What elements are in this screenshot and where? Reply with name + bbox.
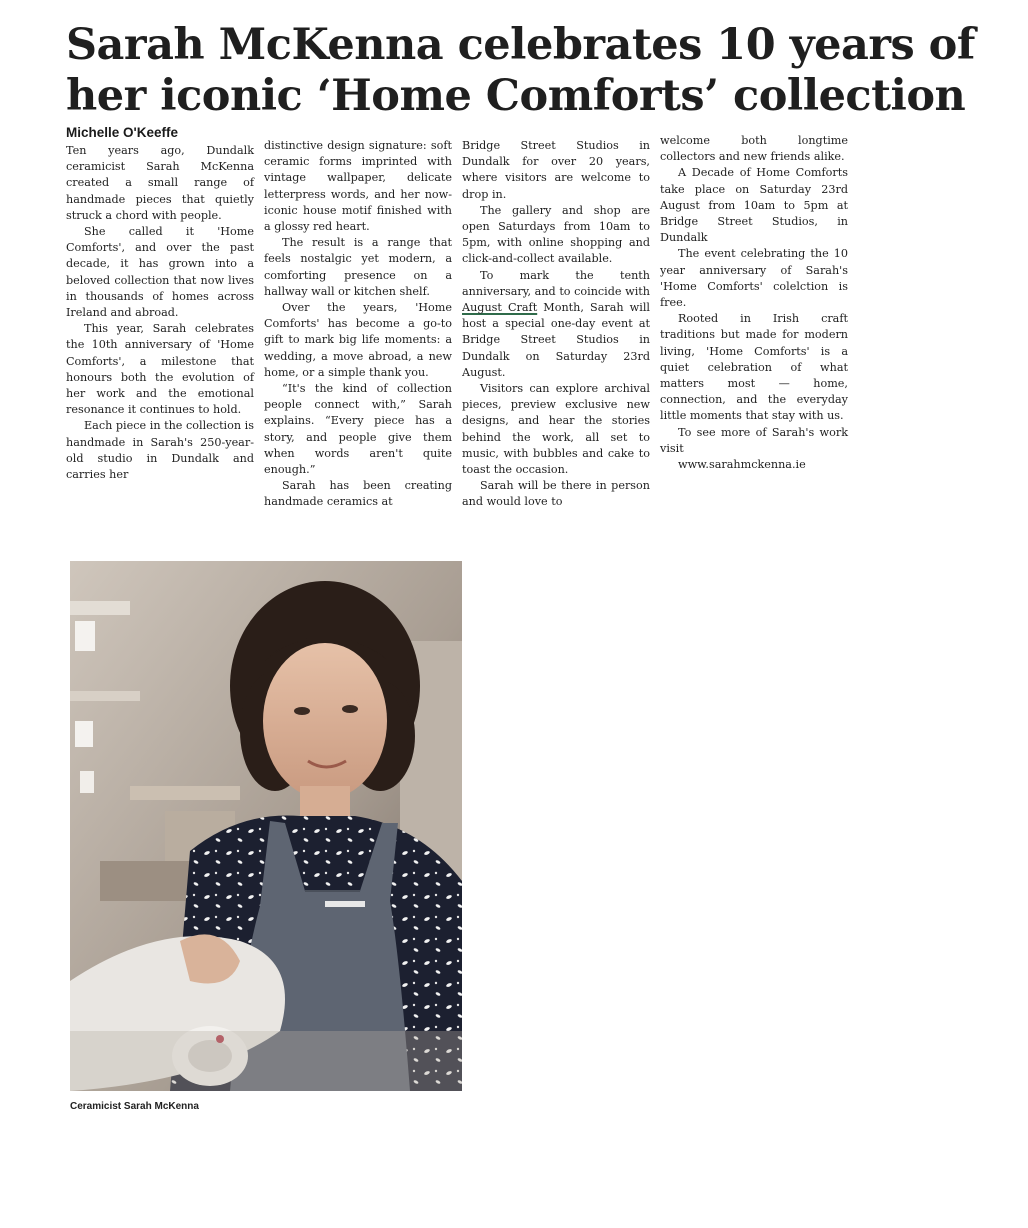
website-link[interactable]: www.sarahmckenna.ie: [678, 458, 806, 472]
paragraph: welcome both longtime collectors and new friends alike.: [660, 134, 848, 164]
headline: [66, 20, 986, 122]
paragraph: Sarah has been creating handmade ceramics at: [264, 479, 452, 509]
paragraph-text: To mark the tenth anniversary, and to coincide with: [462, 268, 650, 298]
paragraph: She called it 'Home Comforts', and over the past decade, it has grown into a beloved collection that now lives in thousands of homes across Ireland and abroad.: [66, 225, 254, 320]
paragraph: Sarah will be there in person and would love to: [462, 479, 650, 509]
paragraph: To see more of Sarah's work visit: [660, 425, 848, 455]
paragraph: Ten years ago, Dundalk ceramicist Sarah McKenna created a small range of handmade pieces that quietly struck a chord with people.: [66, 144, 254, 222]
paragraph: The event celebrating the 10 year anniversary of Sarah's 'Home Comforts' colelction is free.: [660, 247, 848, 310]
byline: Michelle O'Keeffe: [66, 125, 178, 140]
paragraph: Over the years, 'Home Comforts' has become a go-to gift to mark big life moments: a wedding, a move abroad, a new home, or a simple thank you.: [264, 301, 452, 379]
paragraph: A Decade of Home Comforts take place on Saturday 23rd August from 10am to 5pm at Bridge Street Studios, in Dundalk: [660, 166, 848, 245]
paragraph: The gallery and shop are open Saturdays from 10am to 5pm, with online shopping and click-and-collect available.: [462, 203, 650, 266]
august-craft-link[interactable]: August Craft: [462, 301, 538, 315]
article-column-4: [660, 133, 848, 473]
photo-caption: Ceramicist Sarah McKenna: [70, 1101, 199, 1112]
article-column-1: [66, 143, 254, 483]
paragraph: Each piece in the collection is handmade in Sarah's 250-year-old studio in Dundalk and carries her: [66, 419, 254, 482]
ceramicist-photo: [70, 561, 462, 1091]
paragraph: Visitors can explore archival pieces, preview exclusive new designs, and hear the stories behind the work, all set to music, with bubbles and cake to toast the occasion.: [462, 382, 650, 477]
paragraph: distinctive design signature: soft ceramic forms imprinted with vintage wallpaper, delicate letterpress words, and her now-iconic house motif finished with a glossy red heart.: [264, 139, 452, 234]
headline-line-2: her iconic ‘Home Comforts’ collection: [66, 71, 966, 121]
paragraph: “It's the kind of collection people connect with,” Sarah explains. “Every piece has a story, and people give them when words aren't quite enough.”: [264, 382, 452, 477]
photo-illustration: [70, 561, 462, 1091]
paragraph: [462, 268, 650, 381]
paragraph: The result is a range that feels nostalgic yet modern, a comforting presence on a hallway wall or kitchen shelf.: [264, 236, 452, 298]
headline-line-1: Sarah McKenna celebrates 10 years of: [66, 20, 975, 70]
article-column-2: [264, 138, 452, 542]
paragraph: Bridge Street Studios in Dundalk for over 20 years, where visitors are welcome to drop in.: [462, 139, 650, 201]
paragraph-text: Month, Sarah will host a special one-day event at Bridge Street Studios in Dundalk on Saturday 23rd August.: [462, 301, 650, 379]
paragraph: Rooted in Irish craft traditions but made for modern living, 'Home Comforts' is a quiet celebration of what matters most — home, connection, and the everyday little moments that stay with us.: [660, 312, 848, 423]
paragraph: This year, Sarah celebrates the 10th anniversary of 'Home Comforts', a milestone that honours both the evolution of her work and the emotional resonance it continues to hold.: [66, 322, 254, 417]
article-column-3: [462, 138, 650, 542]
